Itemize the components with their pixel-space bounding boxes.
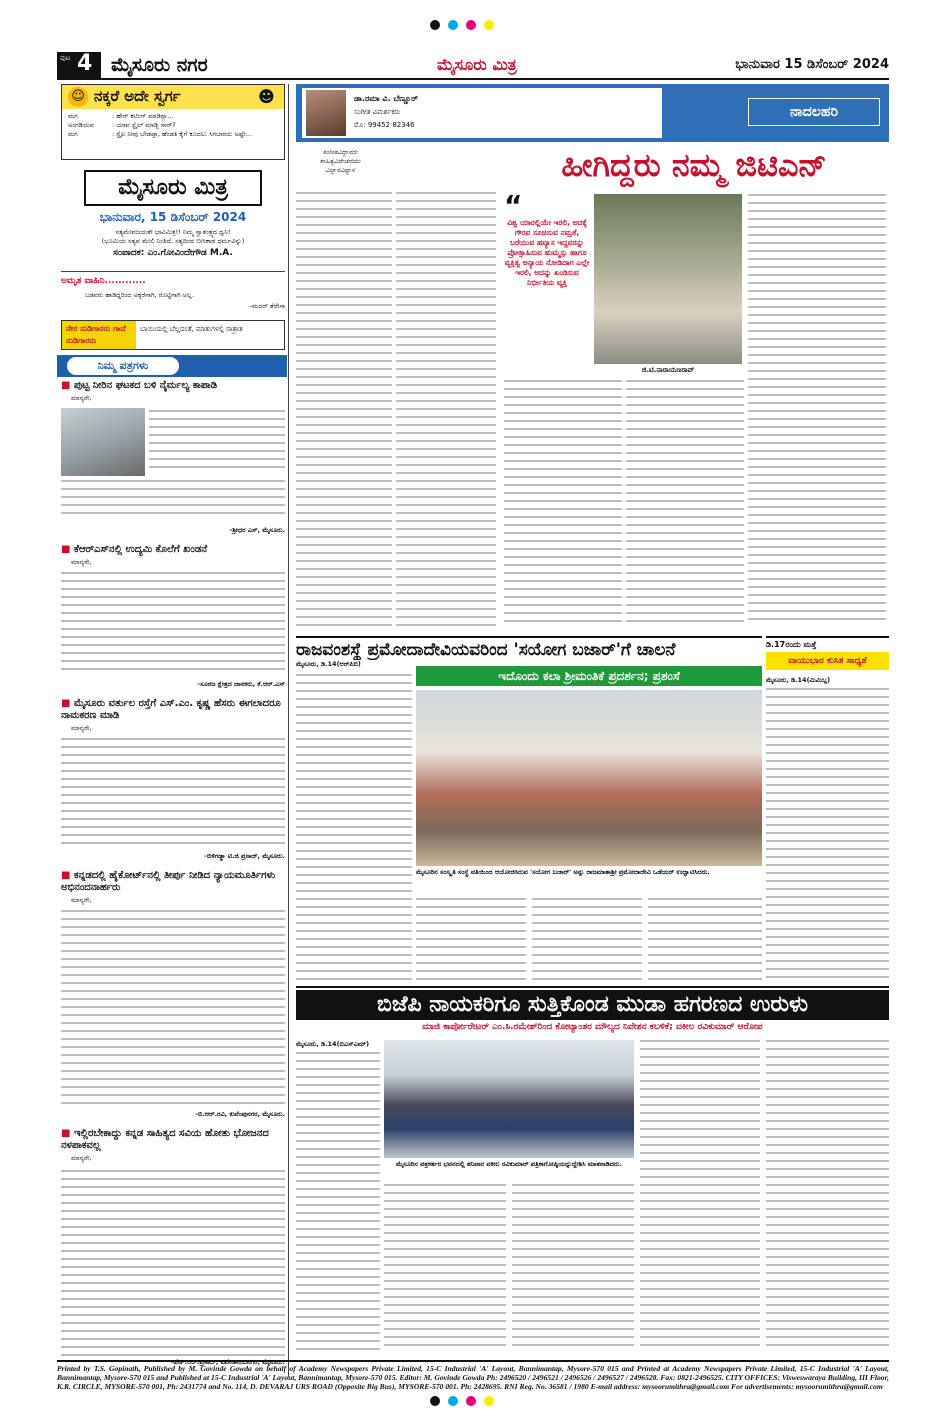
- bazaar-inauguration-photo: [416, 690, 762, 866]
- masthead-date: ಭಾನುವಾರ, 15 ಡಿಸೆಂಬರ್ 2024: [99, 210, 247, 224]
- article-column-2: [396, 192, 496, 628]
- section-title: ಮೈಸೂರು ನಗರ: [111, 54, 208, 76]
- muda-column-5: [766, 1040, 889, 1356]
- muda-column-3: [512, 1184, 634, 1356]
- letter-body-full: [61, 480, 285, 524]
- letter-body: [61, 910, 285, 1106]
- author-box: [302, 88, 662, 138]
- letter-salutation: ಮಾನ್ಯರೇ,: [71, 1154, 92, 1162]
- letter-title: ■ ಕನ್ನಡದಲ್ಲಿ ಹೈಕೋರ್ಟ್‌ನಲ್ಲಿ ತೀರ್ಪು ನೀಡಿದ ನ್ಯಾಯಮೂರ್ತಿಗಳು ಅಭಿನಂದನಾರ್ಹರು: [61, 870, 276, 893]
- muda-headline: ಬಿಜೆಪಿ ನಾಯಕರಿಗೂ ಸುತ್ತಿಕೊಂಡ ಮುಡಾ ಹಗರಣದ ಉರುಳು: [296, 990, 889, 1020]
- weather-headline: ವಾಯುಭಾರ ಕುಸಿತ ಸಾಧ್ಯತೆ: [766, 652, 889, 670]
- cartoon-figure-icon: ☻: [258, 87, 275, 106]
- article-column-3: [504, 380, 622, 628]
- bazaar-column-4: [648, 898, 762, 982]
- page-number: 4: [77, 51, 93, 76]
- registration-mark-bottom-black: [430, 1396, 440, 1406]
- pull-quote-text: ವಿಶ್ವ ಯಾರಲ್ಲಿಯೇ ಇರಲಿ, ಅದಕ್ಕೆ ಗೌರವ ಸೂಚಿಸುವ ನಮ್ರತೆ, ಬರೆಯುವ ಹವ್ಯಾಸ ಇದ್ದವರನ್ನು ಪ್ರೋತ್ಸಾಹಿಸುವ ಹುಮ್ಮಸ್ಸು ಹಾಗೂ ವ್ಯಕ್ತಿತ್ವ ಅನ್ಯಾಯ ನೋಡಿದಾಗ ಎಲ್ಲೇ ಇರಲಿ, ಅದನ್ನು ಖಂಡಿಸುವ ನಿರ್ಭೀತಿಯ ವ್ಯಕ್ತಿ: [504, 218, 590, 287]
- nadalahari-headline: ಹೀಗಿದ್ದರು ನಮ್ಮ ಜಿಟಿಎನ್: [561, 146, 827, 184]
- letter-signature: -ಶ್ರೀಧರ ಎಸ್, ಮೈಸೂರು.: [229, 526, 285, 534]
- registration-mark-bottom-yellow: [484, 1396, 494, 1406]
- article-column-4: [626, 380, 744, 628]
- author-name: ಡಾ.ರಮಾ ವಿ. ಬೆಣ್ಣೂರ್: [354, 94, 418, 103]
- masthead-editor: ಸಂಪಾದಕ: ಎಂ.ಗೋವಿಂದೇಗೌಡ M.A.: [113, 248, 233, 258]
- letter-salutation: ಮಾನ್ಯರೇ,: [71, 724, 92, 732]
- masthead-small: ಮೈಸೂರು ಮಿತ್ರ: [437, 55, 517, 74]
- author-phone: ಮೊ: 99452 82346: [354, 121, 415, 129]
- registration-mark-top-magenta: [466, 20, 476, 30]
- joke-line: ಮಗ : ಹೇರ್ ಕಟಿಂಗ್ ಮಾಡಿಸ್ಲಾ...: [68, 112, 174, 120]
- header-date: ಭಾನುವಾರ 15 ಡಿಸೆಂಬರ್ 2024: [735, 57, 889, 72]
- letter-salutation: ಮಾನ್ಯರೇ,: [71, 394, 92, 402]
- page-header: [57, 52, 889, 80]
- letter-body: [61, 1170, 285, 1356]
- letter-signature: -ಬಿಳಿಗಡ್ಡಾ ಟಿ.ಜಿ ಪ್ರಸಾದ್, ಮೈಸೂರು.: [204, 852, 285, 860]
- laughing-face-icon: ☺: [68, 87, 88, 107]
- bazaar-column-3: [532, 898, 642, 982]
- page-number-badge: [57, 52, 101, 78]
- pull-quote-box: [504, 189, 590, 364]
- proverb-text: ಬಾಯಿಯಲ್ಲಿ ಬೆಲ್ಲದಂತೆ, ಮಾತುಗಳಲ್ಲಿ ರಾತ್ರಾತ: [140, 325, 243, 333]
- letter-signature: -ಸೂರಜ ಕ್ಷೇತ್ರದ ದಾನಕರು, ಕೆ.ಆರ್.ಎಸ್: [197, 680, 285, 688]
- letter-item: [61, 544, 285, 694]
- bullet-icon: ■: [61, 870, 71, 881]
- author-role: ಸಂಗೀತ ವಿಮರ್ಶಕರು: [354, 108, 401, 116]
- muda-dateline: ಮೈಸೂರು, ಡಿ.14(ಬಿಎಸ್‌ಎಮ್): [296, 1040, 370, 1048]
- registration-mark-top-cyan: [448, 20, 458, 30]
- masthead-motto: ಸತ್ಯಮೇವಜಯತೇ ಭಾವಿಮಿತ್ರ!! ನಿಮ್ಮ ಸ್ವಾತಂತ್ರ್ಯದ ಧ್ವನಿ!: [115, 228, 231, 236]
- weather-kicker: ಡಿ.17ರಂದು ಮತ್ತೆ: [766, 640, 817, 649]
- side-quote: ಸಂಗೀತವಿದ್ದಾನರು ಸಾಹಿತ್ಯವಿವೇಚನೆಯು ವಿಜ್ಞಾನವಿಧ್ಯಾನ: [319, 149, 361, 174]
- letter-salutation: ಮಾನ್ಯರೇ,: [71, 558, 92, 566]
- proverb-label: ನೇರ ನುಡಿಗಾರರು ಗಾದೆ ನುಡಿಗಾರರು: [62, 321, 136, 349]
- joke-line: ಮಗ : ಸ್ಟೈಲ ನೀವು ಬೇಡಪ್ಪಾ, ಹೆಂಡತಿ ಕೈಗೆ ಕೂದಲು ಸಿಗಬಾರದು ಅಷ್ಟೇ...: [68, 130, 253, 138]
- quote-mark-icon: “: [504, 189, 523, 222]
- weather-story: [766, 636, 889, 982]
- letter-item: [61, 870, 285, 1124]
- letter-body: [61, 738, 285, 848]
- letter-salutation: ಮಾನ್ಯರೇ,: [71, 896, 92, 904]
- bazaar-subhead: ಇದೊಂದು ಕಲಾ ಶ್ರೀಮಂತಿಕೆ ಪ್ರದರ್ಶನ; ಪ್ರಶಂಸೆ: [416, 666, 762, 686]
- letters-banner-title: ನಿಮ್ಮ ಪತ್ರಗಳು: [67, 357, 179, 375]
- bullet-icon: ■: [61, 544, 71, 555]
- registration-mark-bottom-magenta: [466, 1396, 476, 1406]
- jokes-title: ನಕ್ಕರೆ ಅದೇ ಸ್ವರ್ಗ: [94, 87, 181, 105]
- amrutha-text: ಬಡವರು ಹಾಡಿದ್ದರಿಂದ ಅಕ್ಕರೆಗಾಗಿ, ರೊಟ್ಟಿಗಾಗಿ ಅಲ್ಲ.: [85, 291, 194, 299]
- letter-item: [61, 1128, 285, 1374]
- bazaar-column-1: [296, 666, 412, 982]
- gtn-portrait-photo: [594, 194, 742, 364]
- jokes-title-bar: [62, 85, 284, 109]
- amrutha-box: [61, 276, 285, 316]
- letter-photo-water-unit: [61, 408, 145, 476]
- muda-column-2: [384, 1184, 506, 1356]
- bullet-icon: ■: [61, 380, 71, 391]
- letter-body: [61, 572, 285, 676]
- letter-signature: -ಬಿ.ಆರ್.ರವಿ, ಕುವೆಂಪುನಗರ, ಮೈಸೂರು.: [195, 1110, 285, 1118]
- bazaar-column-2: [416, 898, 526, 982]
- letter-item: [61, 380, 285, 540]
- masthead-motto-2: (ಭೂಮಿಯ ಸತ್ಯವ ಮೇಲಿ ನಿಂತಿದೆ, ಸತ್ಯದಿಂದ ಬೀಸಿಕಾಡ ಧರ್ಮವಿನ್ನು): [101, 237, 245, 245]
- bazaar-story: [296, 636, 762, 982]
- amrutha-title: ಅಮೃತ ವಾಹಿನಿ............: [61, 276, 146, 286]
- weather-body: [766, 688, 889, 982]
- article-column-1: [296, 192, 392, 628]
- letter-title: ■ ಕೆಆರ್‌ಎಸ್‌ನಲ್ಲಿ ಉದ್ಯಮಿ ಕೊಲೆಗೆ ಖಂಡನೆ: [61, 544, 208, 555]
- registration-mark-top-yellow: [484, 20, 494, 30]
- muda-photo-caption: ಮೈಸೂರಿನ ಪತ್ರಕರ್ತರ ಭವನದಲ್ಲಿ ಶನಿವಾರ ವಕೀಲ ರವಿಕುಮಾರ್ ಪತ್ರಿಕಾಗೋಷ್ಠಿಯನ್ನುದ್ದೇಶಿಸಿ ಮಾತನಾಡಿದರು.: [396, 1160, 622, 1168]
- nadalahari-article: [296, 84, 889, 632]
- masthead-logo: ಮೈಸೂರು ಮಿತ್ರ: [84, 170, 262, 206]
- letter-title: ■ ಮೈಸೂರು ವರ್ತುಲ ರಸ್ತೆಗೆ ಎಸ್.ಎಂ. ಕೃಷ್ಣ ಹೆಸರು ಈಗಲಾದರೂ ನಾಮಕರಣ ಮಾಡಿ: [61, 698, 281, 721]
- bazaar-dateline: ಮೈಸೂರು, ಡಿ.14(ಆರ್‌ಪಿಬಿ): [296, 660, 412, 669]
- nadalahari-tag: ನಾದಲಹರಿ: [748, 98, 880, 126]
- bullet-icon: ■: [61, 1128, 71, 1139]
- masthead-box: [61, 166, 285, 272]
- letter-body: [149, 410, 285, 478]
- registration-mark-top-black: [430, 20, 440, 30]
- bazaar-photo-caption: ಮೈಸೂರಿನ ಸಂಸ್ಕೃತಿ ಸಂಸ್ಥೆ ವತಿಯಿಂದ ಆಯೋಜಿಸಿರುವ 'ಸಯೋಗ ಬಜಾರ್' ಅನ್ನು ರಾಜಮಾತಾಶ್ರೀ ಪ್ರಮೋದಾದೇವಿ ಒಡೆಯರ್ ಉದ್ಘಾಟಿಸಿದರು.: [416, 868, 710, 876]
- letter-title: ■ ಪುಟ್ಟ ನೀರಿನ ಘಟಕದ ಬಳಿ ನೈರ್ಮಲ್ಯ ಕಾಪಾಡಿ: [61, 380, 218, 391]
- author-photo: [306, 90, 346, 136]
- bazaar-headline: ರಾಜವಂಶಸ್ಥೆ ಪ್ರಮೋದಾದೇವಿಯವರಿಂದ 'ಸಯೋಗ ಬಜಾರ್'ಗೆ ಚಾಲನೆ: [296, 640, 676, 660]
- imprint-text: Printed by T.S. Gopinath, Published by M. Govinde Gowda on behalf of Academy Newspapers Private Limited, 15-C Industrial 'A' Layout, Bannimantap, Mysore-570 015 and Printed at Academy Newspapers Private Limited, 15-C Industrial 'A' Layout, Bannimantap, Mysore-570 015 and Published at 15-C Industrial 'A' Layout, Bannimantap, Mysore-570 015. Editor: M. Govinde Gowda Ph: 2496520 / 2496521 / 2496526 / 2496527 / 2496528. Fax: 0821-2496525. CITY OFFICES: Visweswaraya Building, III Floor, K.R. CIRCLE, MYSORE-570 001, Ph: 2431774 and No. 114, D. DEVARAJ URS ROAD (Opposite Big Bus), MYSORE-570 001. Ph: 2428695. RNI Reg. No. 36581 / 1980 E-mail address: mysoorumithra@gmail.com For advertisements: mysoorumithra@gmail.com: [57, 1364, 889, 1392]
- proverb-box: [61, 320, 285, 350]
- letters-banner: [57, 355, 287, 377]
- muda-press-meet-photo: [384, 1040, 634, 1158]
- amrutha-author: -ಮದರ್ ತೆರೇಸಾ: [249, 302, 285, 310]
- jokes-lines: [68, 112, 282, 139]
- footer-imprint: [57, 1360, 889, 1392]
- muda-column-1: [296, 1052, 380, 1356]
- bullet-icon: ■: [61, 698, 71, 709]
- joke-line: ಅಂಗಡಿಯವ : ಯಾವ ಸ್ಟೈಲ್ ಮಾಡ್ಬಿ ಸಾರ್?: [68, 121, 176, 129]
- muda-column-4: [640, 1040, 760, 1356]
- letter-signature: -ಹೆಚ್.ಆರ್.ಪ್ರಸಾದ್, ವಿವೇಕಾನಂದನಗರ, ಮೈಸೂರು.: [170, 1358, 285, 1366]
- muda-subhead: ಮಾಜಿ ಕಾರ್ಪೋರೇಟರ್ ಎಂ.ಸಿ.ರಮೇಶ್‌ರಿಂದ ಕೋಟ್ಯಾಂತರ ಮೌಲ್ಯದ ನಿವೇಶನ ಕಬಳಿಕೆ; ವಕೀಲ ರವಿಕುಮಾರ್ ಆರೋಪ: [422, 1022, 763, 1032]
- left-column: [57, 84, 289, 1377]
- article-column-5: [748, 194, 886, 628]
- muda-story: [296, 986, 889, 1356]
- registration-mark-bottom-cyan: [448, 1396, 458, 1406]
- letter-item: [61, 698, 285, 866]
- letter-title: ■ ಇಲ್ಲಿರಬೇಕಾದ್ದು ಕನ್ನಡ ಸಾಹಿತ್ಯದ ಸವಿಯ ಹೋತು ಭೋಜನದ ನಳಪಾಕವಲ್ಲ: [61, 1128, 269, 1151]
- jokes-box: [61, 84, 285, 160]
- page-label: ಪುಟ: [60, 54, 71, 62]
- photo-caption: ಜಿ.ಟಿ.ನಾರಾಯಣರಾವ್: [641, 366, 695, 374]
- weather-dateline: ಮೈಸೂರು, ಡಿ.14(ಮಿಮಿಬ್ಲ): [766, 676, 831, 684]
